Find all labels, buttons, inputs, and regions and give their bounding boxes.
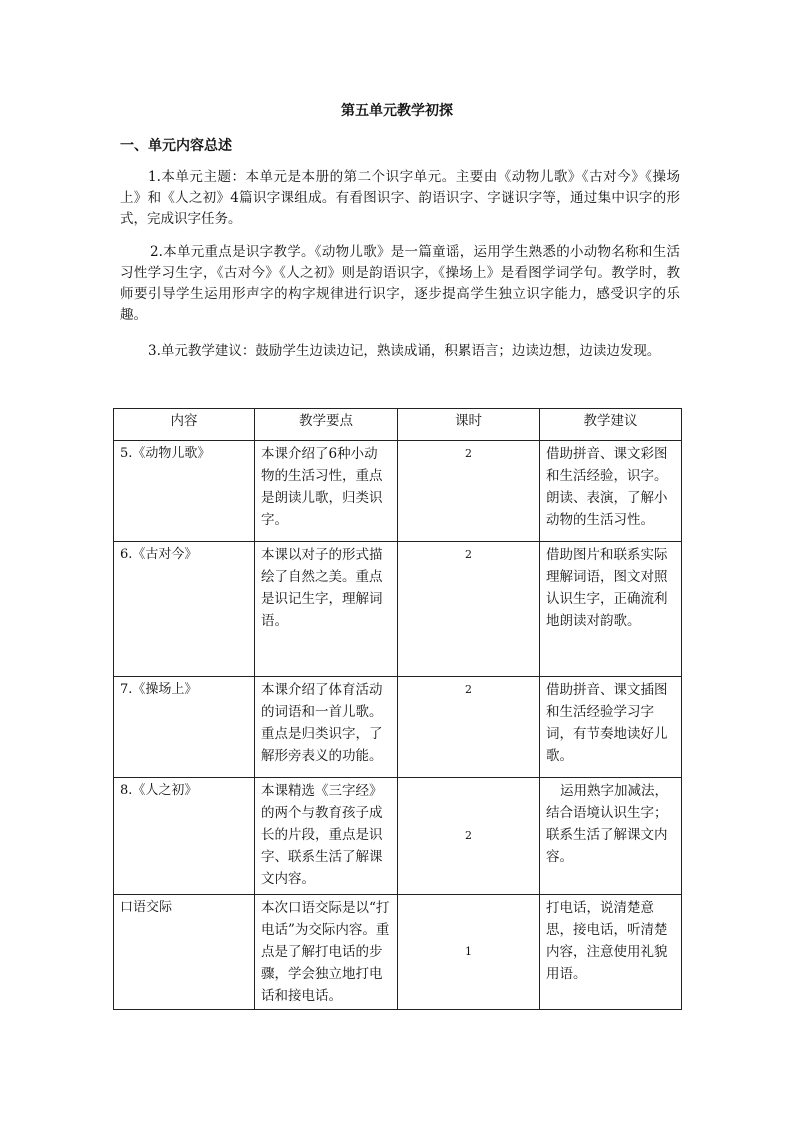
suggestion-cell: 借助拼音、课文彩图和生活经验，识字。朗读、表演，了解小动物的生活习性。 xyxy=(540,441,682,542)
suggestion-cell: 借助图片和联系实际理解词语，图文对照认识生字，正确流利地朗读对韵歌。 xyxy=(540,542,682,677)
section-heading: 一、单元内容总述 xyxy=(120,138,232,154)
hours-cell: 2 xyxy=(398,677,540,778)
table-row xyxy=(114,441,682,542)
hours-cell: 2 xyxy=(398,441,540,542)
paragraph-teaching-advice: 3.单元教学建议：鼓励学生边读边记，熟读成诵，积累语言；边读边想，边读边发现。 xyxy=(148,343,661,359)
lesson-cell: 5.《动物儿歌》 xyxy=(114,441,255,542)
paragraph-unit-theme: 1.本单元主题：本单元是本册的第二个识字单元。主要由《动物儿歌》《古对今》《操场上》和《人之初》4篇识字课组成。有看图识字、韵语识字、字谜识字等，通过集中识字的形式，完成识字任务。 xyxy=(120,169,680,227)
table-row xyxy=(114,677,682,778)
header-content: 内容 xyxy=(114,409,255,441)
table-row xyxy=(114,778,682,895)
document-title: 第五单元教学初探 xyxy=(341,103,453,119)
hours-cell: 2 xyxy=(398,542,540,677)
suggestion-cell: 借助拼音、课文插图和生活经验学习字词，有节奏地读好儿歌。 xyxy=(540,677,682,778)
header-hours: 课时 xyxy=(398,409,540,441)
suggestion-cell: 运用熟字加减法，结合语境认识生字；联系生活了解课文内容。 xyxy=(540,778,682,895)
lesson-cell: 8.《人之初》 xyxy=(114,778,255,895)
suggestion-cell: 打电话，说清楚意思，接电话，听清楚内容，注意使用礼貌用语。 xyxy=(540,895,682,1010)
table-row xyxy=(114,542,682,677)
table-header-row xyxy=(114,409,682,441)
hours-cell: 1 xyxy=(398,895,540,1010)
header-key-points: 教学要点 xyxy=(255,409,398,441)
hours-cell: 2 xyxy=(398,778,540,895)
key-points-cell: 本课介绍了6种小动物的生活习性，重点是朗读儿歌，归类识字。 xyxy=(255,441,398,542)
key-points-cell: 本课精选《三字经》的两个与教育孩子成长的片段，重点是识字、联系生活了解课文内容。 xyxy=(255,778,398,895)
paragraph-unit-focus: 2.本单元重点是识字教学。《动物儿歌》是一篇童谣，运用学生熟悉的小动物名称和生活习性学习生字，《古对今》《人之初》则是韵语识字，《操场上》是看图学词学句。教学时，教师要引导学生运用形声字的构字规律进行识字，逐步提高学生独立识字能力，感受识字的乐趣。 xyxy=(120,244,680,323)
lesson-cell: 6.《古对今》 xyxy=(114,542,255,677)
lesson-cell: 口语交际 xyxy=(114,895,255,1010)
lesson-plan-table xyxy=(113,408,682,1010)
key-points-cell: 本次口语交际是以“打电话”为交际内容。重点是了解打电话的步骤，学会独立地打电话和接电话。 xyxy=(255,895,398,1010)
table-row xyxy=(114,895,682,1010)
header-suggestion: 教学建议 xyxy=(540,409,682,441)
key-points-cell: 本课以对子的形式描绘了自然之美。重点是识记生字，理解词语。 xyxy=(255,542,398,677)
lesson-cell: 7.《操场上》 xyxy=(114,677,255,778)
key-points-cell: 本课介绍了体育活动的词语和一首儿歌。重点是归类识字，了解形旁表义的功能。 xyxy=(255,677,398,778)
